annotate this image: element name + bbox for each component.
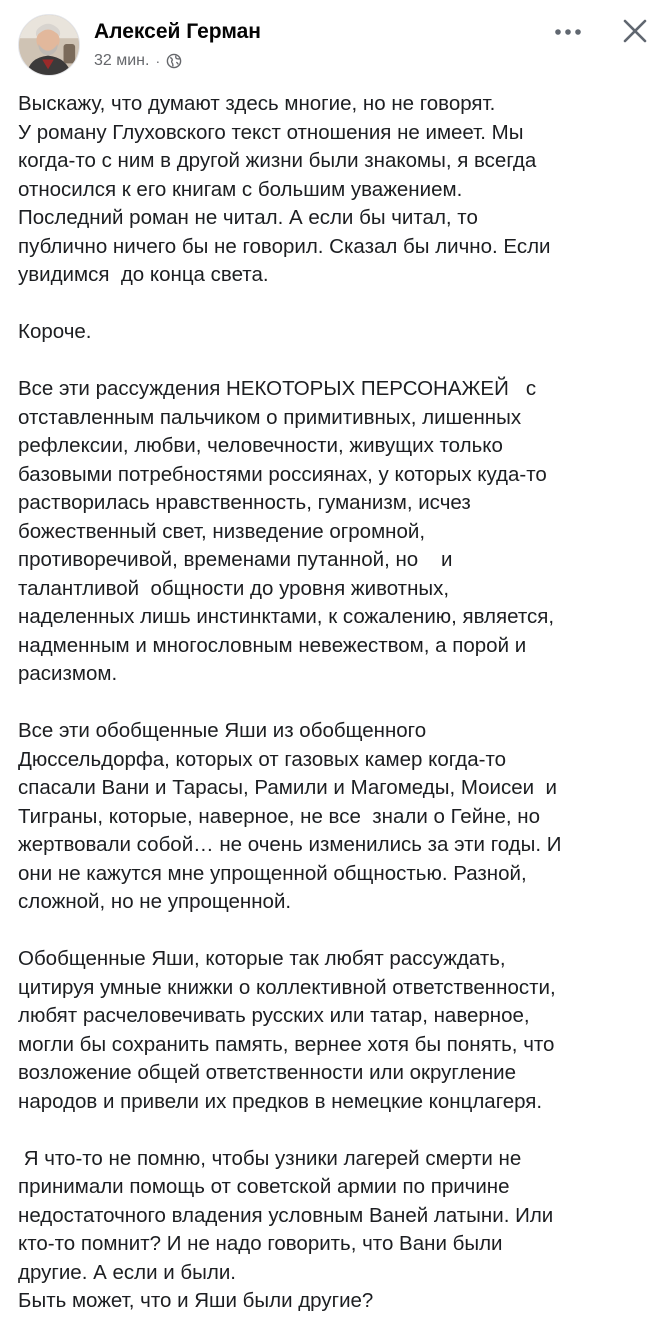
post-timestamp[interactable]: 32 мин. xyxy=(94,52,150,69)
more-options-button[interactable] xyxy=(548,18,588,46)
post-header xyxy=(0,0,669,90)
post-paragraph: Все эти обобщенные Яши из обобщенного Дюссельдорфа, которых от газовых камер когда-то спасали Вани и Тарасы, Рамили и Магомеды, Моисеи и Тиграны, которые, наверное, не все знали о Гейне, но жертвовали собой… не очень изменились за эти годы. И они не кажутся мне упрощенной общностью. Разной, сложной, но не упрощенной. xyxy=(18,719,562,913)
globe-icon[interactable] xyxy=(166,53,182,69)
post-paragraph: Выскажу, что думают здесь многие, но не говорят. У роману Глуховского текст отношения не имеет. Мы когда-то с ним в другой жизни были знакомы, я всегда относился к его книгам с большим уважением. Последний роман не читал. А если бы читал, то публично ничего бы не говорил. Сказал бы лично. Если увидимся до конца света. xyxy=(18,92,551,286)
post-paragraph: Я что-то не помню, чтобы узники лагерей смерти не принимали помощь от советской армии по причине недостаточного владения условным Ваней латыни. Или кто-то помнит? И не надо говорить, что Вани были другие. А если и были. Быть может, что и Яши были другие? xyxy=(18,1146,554,1312)
post-paragraph: Короче. xyxy=(18,320,92,343)
post-text xyxy=(18,90,658,1344)
close-button[interactable] xyxy=(618,14,652,48)
author-name[interactable]: Алексей Герман xyxy=(94,20,261,43)
avatar[interactable] xyxy=(18,14,80,76)
post-paragraph: Все эти рассуждения НЕКОТОРЫХ ПЕРСОНАЖЕЙ с отставленным пальчиком о примитивных, лишенных рефлексии, любви, человечности, живущих только базовыми потребностями россиянах, у которых куда-то растворилась нравственность, гуманизм, исчез божественный свет, низведение огромной, противоречивой, временами путанной, но и талантливой общности до уровня животных, наделенных лишь инстинктами, к сожалению, является, надменным и многословным невежеством, а порой и расизмом. xyxy=(18,377,555,685)
close-icon xyxy=(623,19,647,43)
post-meta xyxy=(94,50,182,72)
meta-separator: · xyxy=(155,53,161,69)
more-dots-icon xyxy=(554,28,582,36)
avatar-photo xyxy=(19,15,79,75)
post-paragraph: Обобщенные Яши, которые так любят рассуждать, цитируя умные книжки о коллективной ответственности, любят расчеловечивать русских или татар, наверное, могли бы сохранить память, вернее хотя бы понять, что возложение общей ответственности или округление народов и привели их предков в немецкие концлагеря. xyxy=(18,947,556,1113)
